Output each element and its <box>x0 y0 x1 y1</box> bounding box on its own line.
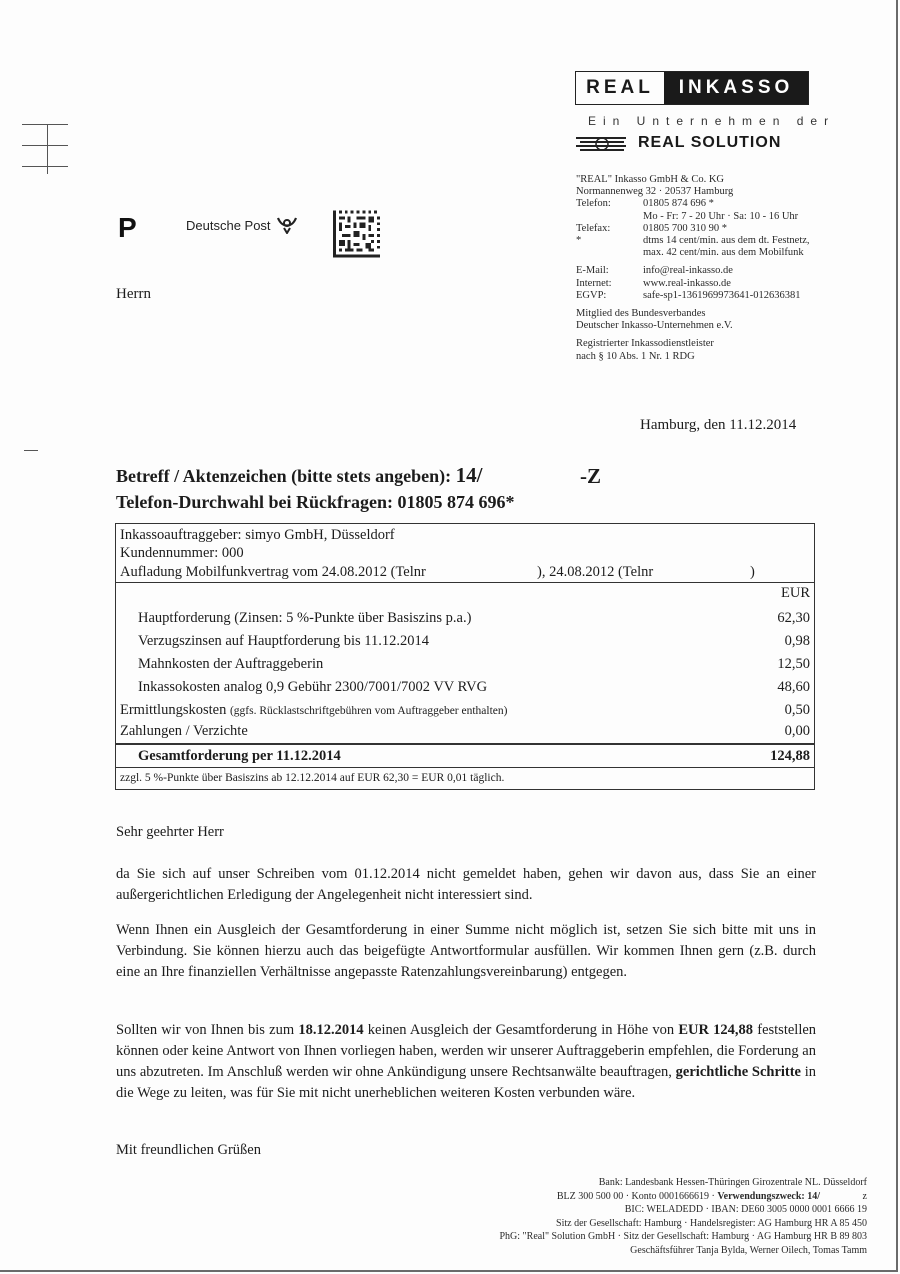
subject-block <box>116 462 515 515</box>
fold-mark-bottom <box>22 166 68 167</box>
footer-managers: Geschäftsführer Tanja Bylda, Werner Oilech, Tomas Tamm <box>630 1244 867 1256</box>
letter-greeting: Sehr geehrter Herr <box>116 824 224 840</box>
real-solution-logo-icon <box>576 136 630 152</box>
claim-row-value: 12,50 <box>777 656 810 672</box>
legal-steps: gerichtliche Schritte <box>675 1064 801 1080</box>
recipient-salutation-line: Herrn <box>116 286 151 302</box>
contract-line-2: ), 24.08.2012 (Telnr <box>537 564 654 580</box>
membership-line-1: Mitglied des Bundesverbandes <box>576 308 706 320</box>
claim-row-label: Mahnkosten der Auftraggeberin <box>138 656 324 672</box>
telefon-value: 01805 874 696 * <box>643 198 714 210</box>
phone-direct-line: Telefon-Durchwahl bei Rückfragen: 01805 874 696* <box>116 492 515 512</box>
deadline-date: 18.12.2014 <box>298 1022 364 1038</box>
paragraph-3: Sollten wir von Ihnen bis zum 18.12.2014 keinen Ausgleich der Gesamtforderung in Höhe von EUR 124,88 feststellen können oder keine Antwort von Ihnen vorliegen haben, werden wir unserer Auftraggeberin empfehlen, die Forderung an uns abzutreten. Im Anschluß werden wir ohne Ankündigung unsere Rechtsanwälte beauftragen, gerichtliche Schritte in die Wege zu leiten, was für Sie mit nicht unerheblichen weiteren Kosten verbunden wäre. <box>116 1022 817 1101</box>
post-horn-icon <box>276 214 298 234</box>
contract-line: Aufladung Mobilfunkvertrag vom 24.08.2012 (Telnr <box>120 564 426 580</box>
claim-table <box>115 523 815 790</box>
logo-real-text: REAL <box>586 77 654 98</box>
footer <box>327 1176 867 1258</box>
claim-row-note: (ggfs. Rücklastschriftgebühren vom Auftraggeber enthalten) <box>229 705 508 717</box>
fold-mark-top <box>22 124 68 125</box>
registration-line-1: Registrierter Inkassodienstleister <box>576 338 714 350</box>
deutsche-post-label: Deutsche Post <box>186 218 271 233</box>
claim-row-value: 0,98 <box>784 633 810 649</box>
telefax-value: 01805 700 310 90 * <box>643 222 727 234</box>
paragraph-1: da Sie sich auf unser Schreiben vom 01.12.2014 nicht gemeldet haben, gehen wir davon aus, dass Sie an einer außergerichtlichen Erledigung der Angelegenheit nicht interessiert sind. <box>116 866 816 903</box>
footer-account-line: BLZ 300 500 00 · Konto 0001666619 · Verwendungszweck: 14/ z <box>556 1190 867 1202</box>
telefon-label: Telefon: <box>576 198 611 210</box>
egvp-value: safe-sp1-1361969973641-012636381 <box>643 289 801 301</box>
letter-closing: Mit freundlichen Grüßen <box>116 1142 261 1158</box>
postage-p: P <box>118 212 137 243</box>
matrix-code-icon <box>333 208 380 260</box>
cost-note-1: dtms 14 cent/min. aus dem dt. Festnetz, <box>643 235 810 247</box>
interest-note: zzgl. 5 %-Punkte über Basiszins ab 12.12.2014 auf EUR 62,30 = EUR 0,01 täglich. <box>120 772 505 784</box>
membership-line-2: Deutscher Inkasso-Unternehmen e.V. <box>576 320 733 332</box>
claim-row-value: 48,60 <box>777 679 810 695</box>
client-line: Inkassoauftraggeber: simyo GmbH, Düsseldorf <box>120 527 395 543</box>
cost-footnote-star: * <box>576 235 582 247</box>
fold-mark-middle <box>22 145 68 146</box>
claim-row-label: Hauptforderung (Zinsen: 5 %-Punkte über Basiszins p.a.) <box>138 610 472 626</box>
real-inkasso-logo <box>575 71 809 105</box>
claim-row-value: 62,30 <box>777 610 810 626</box>
fold-mark-vertical <box>47 124 48 174</box>
logo-parent-name: REAL SOLUTION <box>638 134 782 151</box>
registration-line-2: nach § 10 Abs. 1 Nr. 1 RDG <box>576 350 695 362</box>
footer-phg: PhG: "Real" Solution GmbH · Sitz der Gesellschaft: Hamburg · AG Hamburg HR B 89 803 <box>499 1231 867 1243</box>
file-number: 14/ <box>455 463 483 487</box>
internet-label: Internet: <box>576 277 612 289</box>
email-value: info@real-inkasso.de <box>643 265 733 277</box>
footer-bic-iban: BIC: WELADEDD · IBAN: DE60 3005 0000 0001 6666 19 <box>624 1204 867 1216</box>
logo-tagline: Ein Unternehmen der <box>588 114 836 128</box>
contract-close-paren: ) <box>750 564 755 580</box>
logo-inkasso-text: INKASSO <box>664 72 808 104</box>
punch-mark <box>24 450 38 451</box>
footer-seat: Sitz der Gesellschaft: Hamburg · Handelsregister: AG Hamburg HR A 85 450 <box>556 1217 867 1229</box>
table-divider <box>116 582 814 583</box>
footer-bank: Bank: Landesbank Hessen-Thüringen Girozentrale NL. Düsseldorf <box>598 1177 867 1188</box>
claim-row-label: Inkassokosten analog 0,9 Gebühr 2300/7001/7002 VV RVG <box>138 679 488 695</box>
telefax-label: Telefax: <box>576 222 611 234</box>
total-label: Gesamtforderung per 11.12.2014 <box>138 748 341 764</box>
company-name: "REAL" Inkasso GmbH & Co. KG <box>576 174 724 185</box>
cost-note-2: max. 42 cent/min. aus dem Mobilfunk <box>643 247 804 259</box>
claim-row-label: Ermittlungskosten (ggfs. Rücklastschriftgebühren vom Auftraggeber enthalten) <box>120 702 508 718</box>
office-hours: Mo - Fr: 7 - 20 Uhr · Sa: 10 - 16 Uhr <box>643 210 799 222</box>
file-number-suffix: -Z <box>580 464 601 488</box>
total-value: 124,88 <box>770 748 810 764</box>
claim-row-label: Verzugszinsen auf Hauptforderung bis 11.12.2014 <box>138 633 430 649</box>
email-label: E-Mail: <box>576 265 609 277</box>
interest-divider <box>116 767 814 768</box>
internet-value: www.real-inkasso.de <box>643 277 731 289</box>
total-divider <box>116 743 814 745</box>
subject-prefix: Betreff / Aktenzeichen (bitte stets angeben): <box>116 466 452 486</box>
customer-number: Kundennummer: 000 <box>120 545 244 561</box>
date-line: Hamburg, den 11.12.2014 <box>640 417 797 433</box>
company-address: Normannenweg 32 · 20537 Hamburg <box>576 186 734 198</box>
footer-purpose: Verwendungszweck: 14/ <box>717 1190 821 1202</box>
claim-row-label: Zahlungen / Verzichte <box>120 723 248 739</box>
sender-info <box>576 174 846 363</box>
paragraph-2: Wenn Ihnen ein Ausgleich der Gesamtforderung in einer Summe nicht möglich ist, setzen Sie sich bitte mit uns in Verbindung. Sie können hierzu auch das beigefügte Antwortformular ausfüllen. Wir kommen Ihnen gern (z.B. durch eine an Ihre finanziellen Verhältnisse angepasste Ratenzahlungsvereinbarung) entgegen. <box>116 922 816 980</box>
claim-row-value: 0,00 <box>784 723 810 739</box>
currency-header: EUR <box>781 585 810 601</box>
egvp-label: EGVP: <box>576 289 607 301</box>
claim-amount: EUR 124,88 <box>678 1022 754 1038</box>
claim-row-value: 0,50 <box>784 702 810 718</box>
